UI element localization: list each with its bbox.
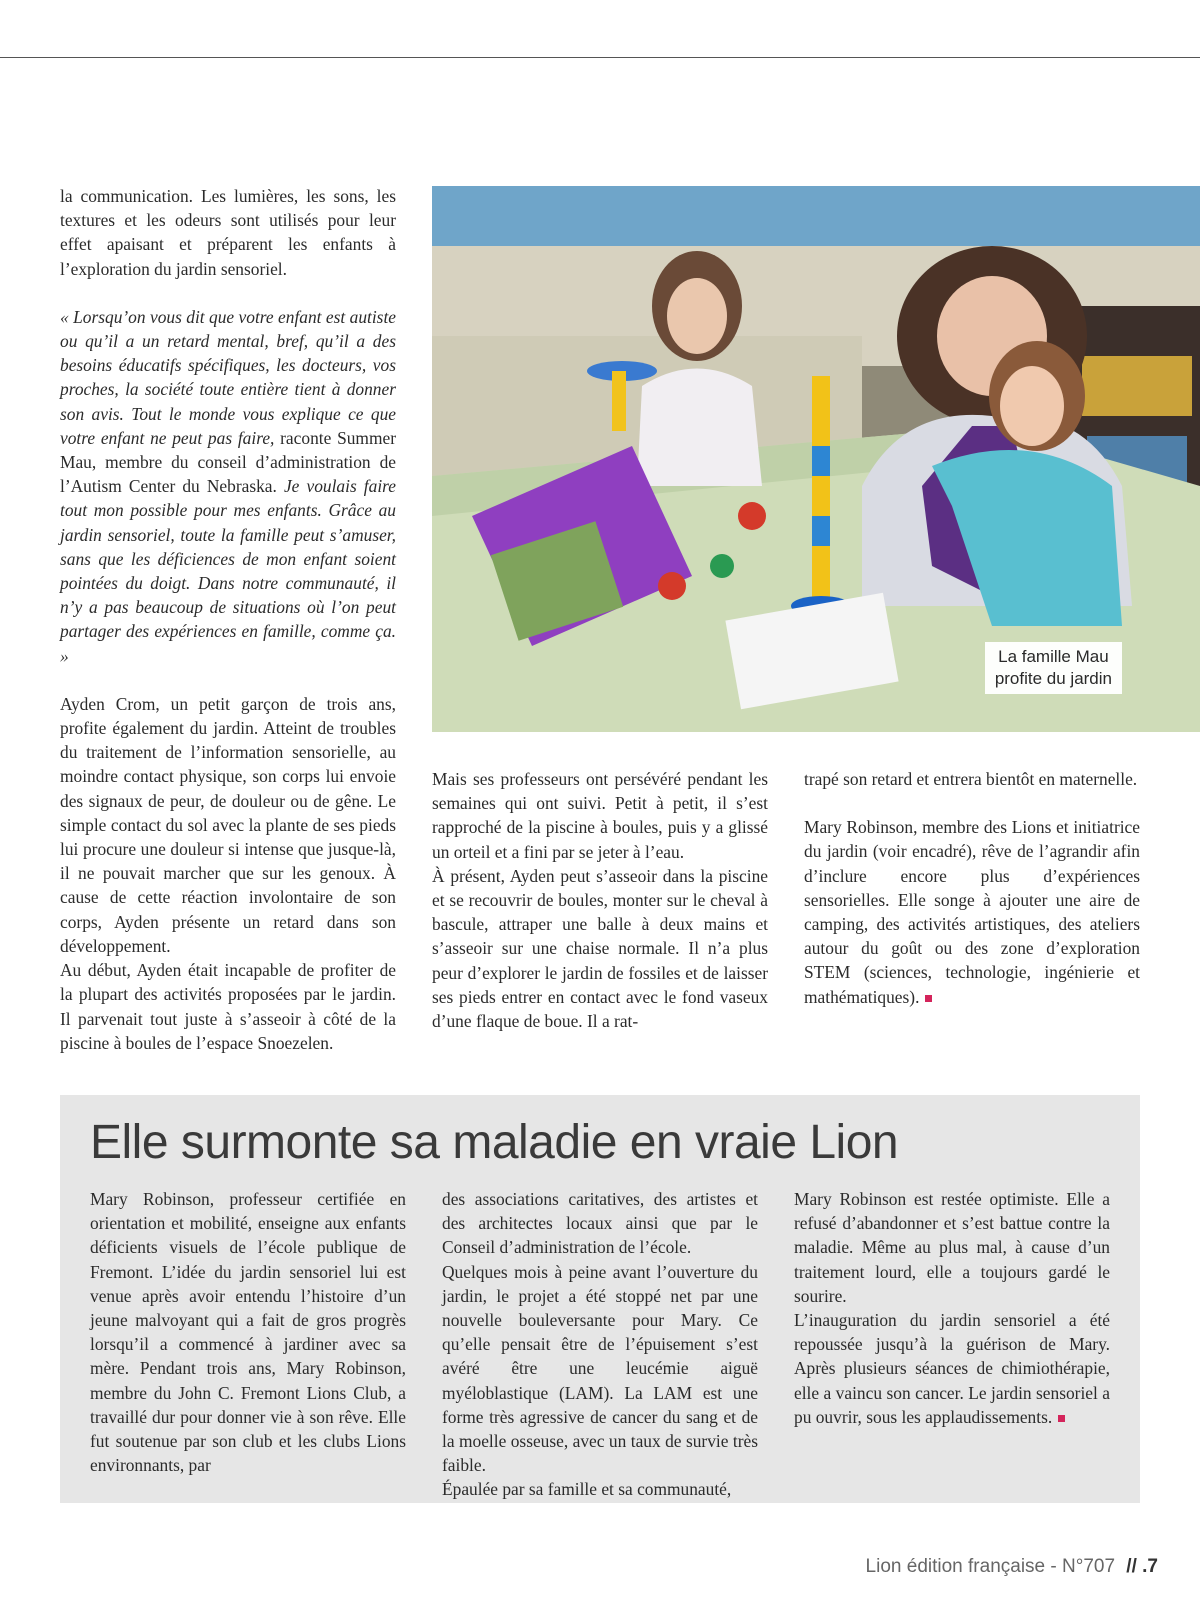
footer-separator: //: [1126, 1556, 1137, 1577]
sidebar-paragraph: Mary Robinson est restée optimiste. Elle a refusé d’abandonner et s’est battue contre la maladie. Même au plus mal, à cause d’un traitement lourd, elle a toujours gardé le sourire.: [794, 1189, 1110, 1306]
sidebar-title: Elle surmonte sa maladie en vraie Lion: [90, 1116, 899, 1169]
article-column-3: [804, 767, 1140, 1009]
sidebar-column-2: [442, 1187, 758, 1502]
article-paragraph: À présent, Ayden peut s’asseoir dans la piscine et se recouvrir de boules, monter sur le cheval à bascule, attraper une balle à deux mains et s’asseoir sur une chaise normale. Il n’a plus peur d’explorer le jardin de fossiles et de laisser ses pieds entrer en contact avec le fond vaseux d’une flaque de boue. Il a rat-: [432, 865, 768, 1032]
family-photo: [432, 186, 1200, 732]
end-of-article-mark: [925, 995, 932, 1002]
photo-caption: [985, 642, 1122, 694]
article-paragraph: la communication. Les lumières, les sons, les textures et les odeurs sont utilisés pour leur effet apaisant et préparent les enfants à l’exploration du jardin sensoriel.: [60, 186, 396, 279]
quote-text: Je voulais faire tout mon possible pour mes enfants. Grâce au jardin sensoriel, toute la famille peut s’amuser, sans que les déficiences de mon enfant soient pointées du doigt. Dans notre communauté, il n’y a pas beaucoup de situations où l’on peut partager des expériences en famille, comme ça. »: [60, 476, 397, 666]
sidebar-paragraph: Quelques mois à peine avant l’ouverture du jardin, le projet a été stoppé net par une nouvelle bouleversante pour Mary. Ce qu’elle pensait être de l’épuisement s’est avéré être une leucémie aiguë myéloblastique (LAM). La LAM est une forme très agressive de cancer du sang et de la moelle osseuse, avec un taux de survie très faible.: [442, 1261, 758, 1476]
article-column-1: [60, 184, 396, 1055]
article-paragraph: Ayden Crom, un petit garçon de trois ans, profite également du jardin. Atteint de troubles du traitement de l’information sensorielle, au moindre contact physique, son corps lui envoie des signaux de peur, de douleur ou de gêne. Le simple contact du sol avec la plante de ses pieds lui procure une douleur si intense que jusque-là, il ne pouvait marcher que sur les genoux. À cause de cette réaction involontaire de son corps, Ayden présente un retard dans son développement.: [60, 693, 396, 956]
article-paragraph-text: Mary Robinson, membre des Lions et initiatrice du jardin (voir encadré), rêve de l’agrandir afin d’inclure encore plus d’expériences sensorielles. Elle songe à ajouter une aire de camping, des activités artistiques, des ateliers autour du goût ou des zone d’exploration STEM (sciences, technologie, ingénierie et mathématiques).: [804, 817, 1140, 1007]
page-number: .7: [1142, 1556, 1158, 1577]
sidebar-column-3: [794, 1187, 1110, 1429]
sidebar-paragraph: Épaulée par sa famille et sa communauté,: [442, 1479, 732, 1500]
publication-name: Lion édition française - N°707: [865, 1556, 1116, 1577]
sidebar-paragraph: des associations caritatives, des artistes et des architectes locaux ainsi que par le Conseil d’administration de l’école.: [442, 1189, 758, 1258]
photo-caption-line: La famille Mau: [998, 647, 1109, 666]
article-paragraph: trapé son retard et entrera bientôt en maternelle.: [804, 769, 1138, 789]
quote-attribution: raconte Summer Mau, membre du conseil d’administration de l’Autism Center du Nebraska.: [60, 427, 396, 497]
sidebar-box: [60, 1095, 1140, 1503]
quote-text: « Lorsqu’on vous dit que votre enfant est autiste ou qu’il a un retard mental, bref, qu’il a des besoins éducatifs spécifiques, les docteurs, vos proches, la société toute entière tient à donner son avis. Tout le monde vous explique ce que votre enfant ne peut pas faire,: [60, 306, 396, 448]
photo-caption-line: profite du jardin: [994, 669, 1112, 688]
top-rule: [0, 57, 1200, 58]
end-of-sidebar-mark: [1058, 1415, 1065, 1422]
article-column-2: [432, 767, 768, 1033]
article-paragraph: Mais ses professeurs ont persévéré pendant les semaines qui ont suivi. Petit à petit, il s’est rapproché de la piscine à boules, puis y a glissé un orteil et a fini par se jeter à l’eau.: [432, 769, 768, 862]
article-paragraph: Au début, Ayden était incapable de profiter de la plupart des activités proposées par le jardin. Il parvenait tout juste à s’asseoir à côté de la piscine à boules de l’espace Snoezelen.: [60, 960, 396, 1053]
page-footer: [866, 1556, 1158, 1578]
sidebar-column-1: [90, 1187, 406, 1477]
article-paragraph: [804, 815, 1140, 1009]
quote-paragraph: [60, 305, 396, 668]
sidebar-paragraph-text: L’inauguration du jardin sensoriel a été repoussée jusqu’à la guérison de Mary. Après plusieurs séances de chimiothérapie, elle a vaincu son cancer. Le jardin sensoriel a pu ouvrir, sous les applaudissements.: [794, 1310, 1110, 1427]
sidebar-paragraph: Mary Robinson, professeur certifiée en orientation et mobilité, enseigne aux enfants déficients visuels de l’école publique de Fremont. L’idée du jardin sensoriel lui est venue après avoir entendu l’histoire d’un jeune malvoyant qui a fait de gros progrès lorsqu’il a commencé à jardiner avec sa mère. Pendant trois ans, Mary Robinson, membre du John C. Fremont Lions Club, a travaillé dur pour donner vie à son rêve. Elle fut soutenue par son club et les clubs Lions environnants, par: [90, 1189, 406, 1476]
sidebar-paragraph: [794, 1308, 1110, 1429]
